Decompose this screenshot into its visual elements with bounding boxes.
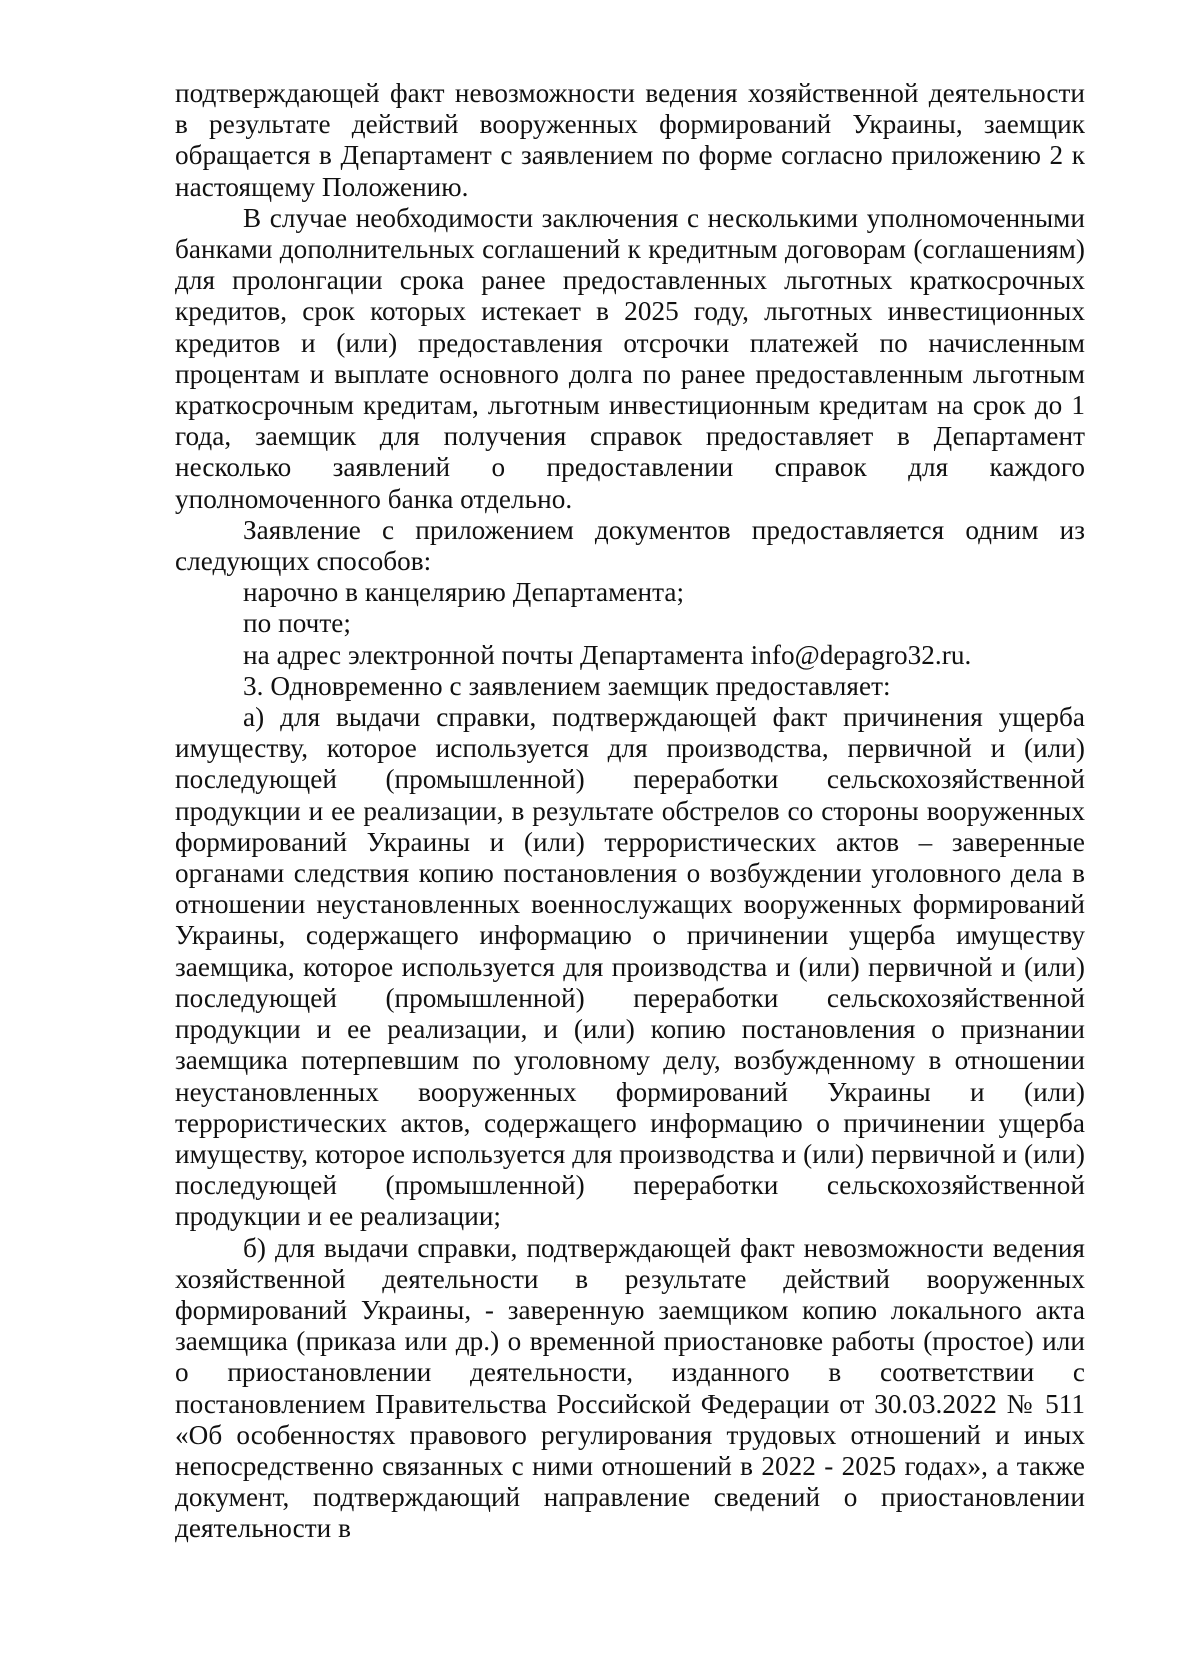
paragraph-submission-methods: Заявление с приложением документов предоставляется одним из следующих способов:: [175, 514, 1085, 577]
section-heading: 3. Одновременно с заявлением заемщик предоставляет:: [243, 670, 891, 701]
document-text: [175, 78, 1085, 1545]
paragraph-multiple-banks: В случае необходимости заключения с несколькими уполномоченными банками дополнительных соглашений к кредитным договорам (соглашениям) для пролонгации срока ранее предоставленных льготных краткосрочных кредитов, срок которых истекает в 2025 году, льготных инвестиционных кредитов и (или) предоставления отсрочки платежей по начисленным процентам и выплате основного долга по ранее предоставленным льготным краткосрочным кредитам, льготным инвестиционным кредитам на срок до 1 года, заемщик для получения справок предоставляет в Департамент несколько заявлений о предоставлении справок для каждого уполномоченного банка отдельно.: [175, 202, 1085, 514]
paragraph-continuation: подтверждающей факт невозможности ведения хозяйственной деятельности в результате действий вооруженных формирований Украины, заемщик обращается в Департамент с заявлением по форме согласно приложению 2 к настоящему Положению.: [175, 78, 1085, 202]
method-in-person: нарочно в канцелярию Департамента;: [243, 577, 685, 608]
list-item-a: а) для выдачи справки, подтверждающей факт причинения ущерба имуществу, которое используется для производства, первичной и (или) последующей (промышленной) переработки сельскохозяйственной продукции и ее реализации, в результате обстрелов со стороны вооруженных формирований Украины и (или) террористических актов – заверенные органами следствия копию постановления о возбуждении уголовного дела в отношении неустановленных военнослужащих вооруженных формирований Украины, содержащего информацию о причинении ущерба имуществу заемщика, которое используется для производства и (или) первичной и (или) последующей (промышленной) переработки сельскохозяйственной продукции и ее реализации, и (или) копию постановления о признании заемщика потерпевшим по уголовному делу, возбужденному в отношении неустановленных вооруженных формирований Украины и (или) террористических актов, содержащего информацию о причинении ущерба имуществу, которое используется для производства и (или) первичной и (или) последующей (промышленной) переработки сельскохозяйственной продукции и ее реализации;: [175, 702, 1085, 1232]
method-email: на адрес электронной почты Департамента info@depagro32.ru.: [243, 639, 972, 670]
method-post: по почте;: [243, 608, 352, 639]
list-item-b: б) для выдачи справки, подтверждающей факт невозможности ведения хозяйственной деятельности в результате действий вооруженных формирований Украины, - заверенную заемщиком копию локального акта заемщика (приказа или др.) о временной приостановке работы (простое) или о приостановлении деятельности, изданного в соответствии с постановлением Правительства Российской Федерации от 30.03.2022 № 511 «Об особенностях правового регулирования трудовых отношений и иных непосредственно связанных с ними отношений в 2022 - 2025 годах», а также документ, подтверждающий направление сведений о приостановлении деятельности в: [175, 1232, 1085, 1544]
